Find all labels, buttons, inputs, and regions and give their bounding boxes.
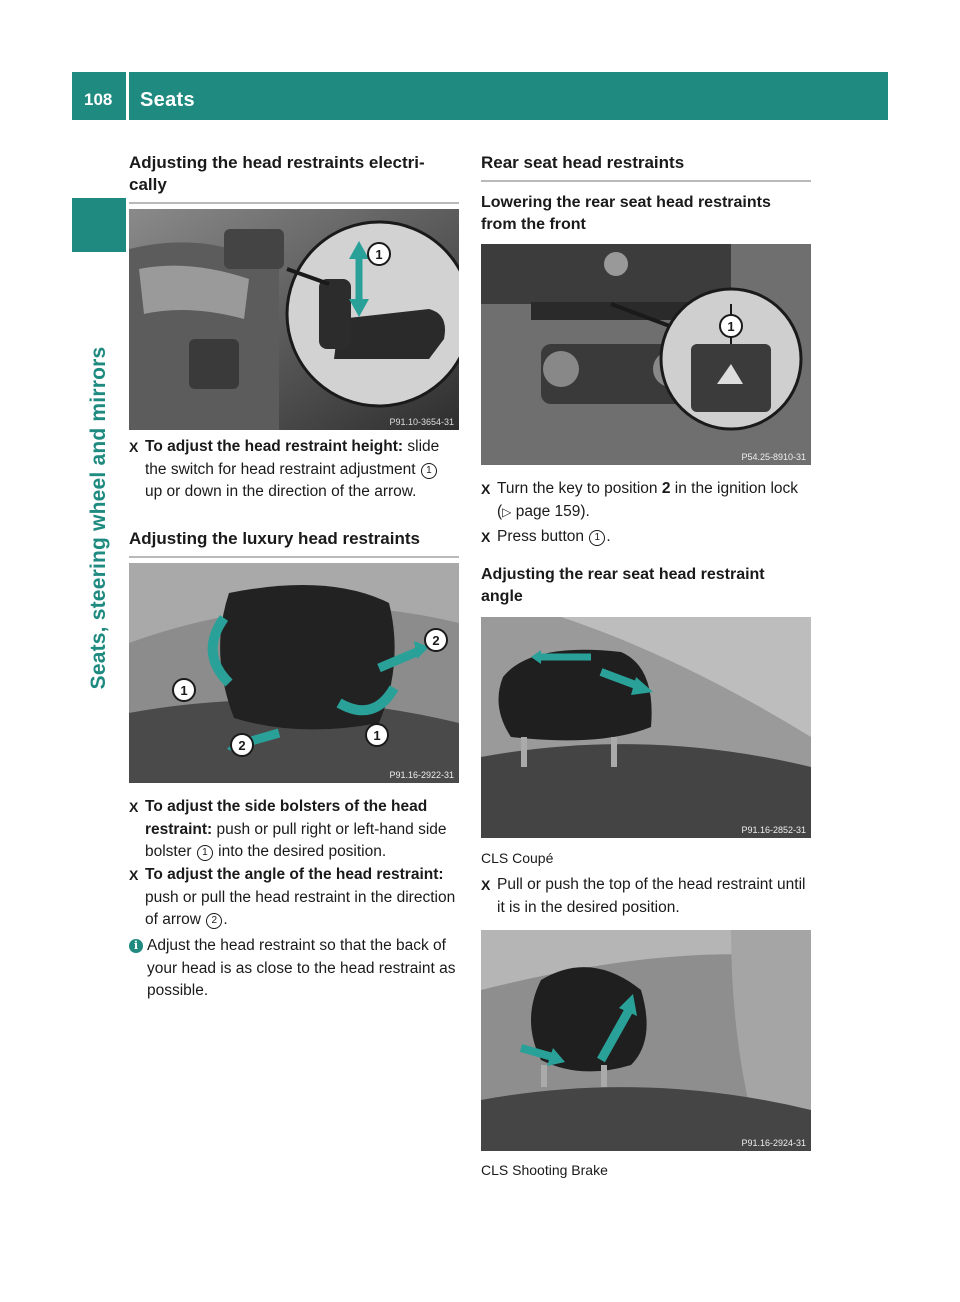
- photo-cls-coupe: [481, 617, 811, 838]
- chapter-tab: [72, 198, 126, 252]
- subheading-lowering: Lowering the rear seat head restraints from the front: [481, 194, 771, 233]
- svg-text:1: 1: [373, 728, 381, 743]
- step-head-restraint-height: X To adjust the head restraint height: slide the switch for head restraint adjustment 1 up or down in the direction of the arrow.: [129, 438, 440, 500]
- photo-cls-shooting-brake: [481, 930, 811, 1151]
- callout-1: 1: [421, 463, 437, 479]
- heading-rear-seat-head-restraints: Rear seat head restraints: [481, 152, 811, 182]
- caption-cls-coupe: CLS Coupé: [481, 850, 554, 866]
- step-press-button: X Press button 1 .: [481, 528, 611, 545]
- svg-text:1: 1: [375, 247, 383, 262]
- photo-dashboard-button: [481, 244, 811, 465]
- svg-text:1: 1: [180, 683, 188, 698]
- step-angle: X To adjust the angle of the head restraint: push or pull the head restraint in the direction of arrow 2 .: [129, 866, 456, 928]
- page-reference-icon: ▷: [502, 504, 512, 519]
- info-icon: i: [129, 939, 143, 953]
- svg-text:2: 2: [432, 633, 440, 648]
- step-side-bolsters: X To adjust the side bolsters of the head restraint: push or pull right or left-hand side bolster 1 into the desired position.: [129, 798, 447, 860]
- svg-text:2: 2: [238, 738, 246, 753]
- image-code: P91.16-2924-31: [741, 1138, 806, 1148]
- subheading-angle: Adjusting the rear seat head restraint angle: [481, 566, 765, 605]
- header-divider: [126, 72, 129, 120]
- heading-luxury-head-restraints: Adjusting the luxury head restraints: [129, 528, 459, 558]
- callout-1: 1: [589, 530, 605, 546]
- info-note: i Adjust the head restraint so that the back of your head is as close to the head restraint as possible.: [129, 935, 459, 1003]
- photo-luxury-head-restraint: [129, 563, 459, 783]
- image-code: P91.16-2852-31: [741, 825, 806, 835]
- step-pull-push: X Pull or push the top of the head restraint until it is in the desired position.: [481, 876, 806, 916]
- svg-text:1: 1: [727, 319, 735, 334]
- image-code: P91.16-2922-31: [389, 770, 454, 780]
- photo-door-switch: [129, 209, 459, 430]
- image-code: P54.25-8910-31: [741, 452, 806, 462]
- callout-2: 2: [206, 913, 222, 929]
- caption-cls-shooting-brake: CLS Shooting Brake: [481, 1162, 608, 1178]
- page-title: Seats: [140, 89, 195, 111]
- step-turn-key: X Turn the key to position 2 in the ignition lock (▷ page 159).: [481, 480, 799, 520]
- image-code: P91.10-3654-31: [389, 417, 454, 427]
- heading-electric-head-restraints: Adjusting the head restraints electri- cally: [129, 152, 459, 204]
- callout-1: 1: [197, 845, 213, 861]
- page-number: 108: [84, 90, 113, 109]
